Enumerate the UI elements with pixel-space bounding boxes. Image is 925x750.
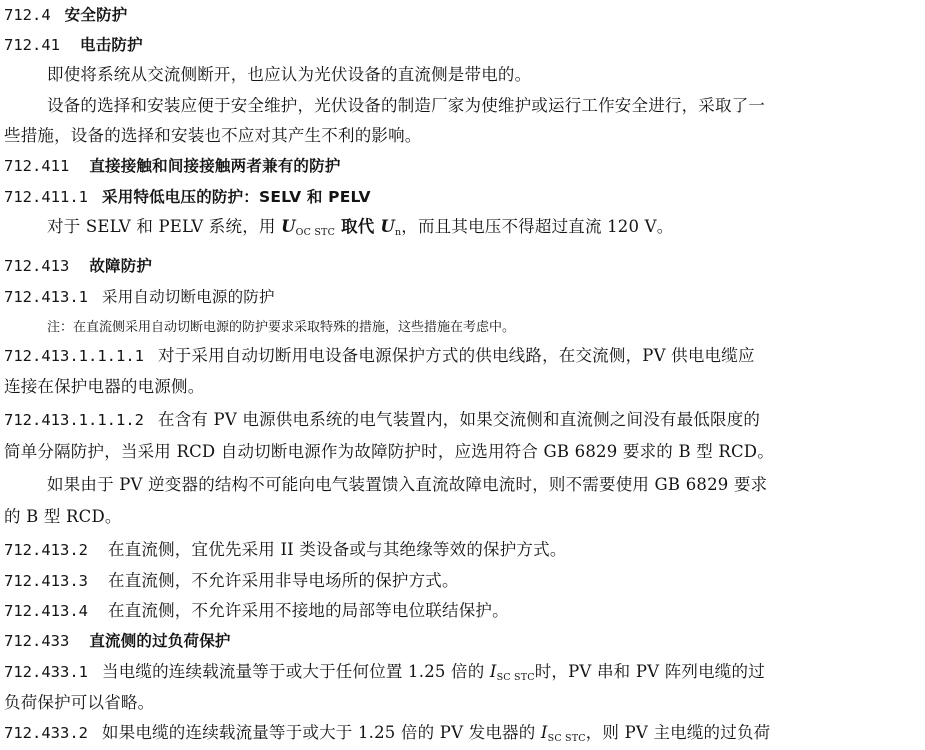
clause-text: 在直流侧，宜优先采用 II 类设备或与其绝缘等效的保护方式。	[108, 540, 567, 559]
paragraph-line: 如果由于 PV 逆变器的结构不可能向电气装置馈入直流故障电流时，则不需要使用 GB 6829 要求	[47, 475, 768, 494]
section-title: 安全防护	[64, 6, 128, 24]
text-fragment: 取代	[335, 217, 381, 236]
section-heading-712-433	[4, 630, 919, 652]
section-heading-712-413	[4, 255, 919, 277]
paragraph-line: 的 B 型 RCD。	[4, 507, 122, 526]
paragraph-line: 连接在保护电器的电源侧。	[4, 377, 205, 396]
section-number: 712.433	[4, 632, 70, 650]
subscript: OC STC	[295, 227, 336, 238]
section-heading-712-411-1	[4, 186, 919, 208]
section-title: 直接接触和间接接触两者兼有的防护	[89, 157, 341, 175]
clause-712-433-1	[4, 661, 919, 689]
section-number: 712.4	[4, 6, 51, 24]
clause-text: 在直流侧，不允许采用不接地的局部等电位联结保护。	[108, 601, 509, 620]
subscript: SC STC	[496, 672, 535, 683]
clause-712-433-2	[4, 722, 919, 750]
section-number: 712.413.1	[4, 288, 88, 306]
paragraph-line: 即使将系统从交流侧断开，也应认为光伏设备的直流侧是带电的。	[47, 65, 532, 84]
section-number: 712.413.3	[4, 572, 88, 590]
section-number: 712.413.1.1.1.1	[4, 347, 144, 365]
note-line: 注：在直流侧采用自动切断电源的防护要求采取特殊的措施，这些措施在考虑中。	[47, 320, 516, 335]
symbol-i: I	[540, 723, 548, 742]
text-fragment: 对于 SELV 和 PELV 系统，用	[47, 217, 282, 236]
clause-712-413-1-1-1-2	[4, 409, 919, 431]
section-title: 采用自动切断电源的防护	[102, 288, 275, 306]
section-number: 712.411	[4, 157, 70, 175]
symbol-u: U	[281, 217, 296, 236]
section-heading-712-411	[4, 155, 919, 177]
clause-712-413-1-1-1-1	[4, 345, 919, 367]
subscript: n	[394, 227, 402, 238]
section-title: 直流侧的过负荷保护	[89, 632, 231, 650]
section-heading-712-413-1	[4, 286, 919, 308]
section-heading-712-4	[4, 4, 919, 26]
section-number: 712.433.2	[4, 724, 88, 742]
section-number: 712.413.4	[4, 602, 88, 620]
text-fragment: 时，PV 串和 PV 阵列电缆的过	[534, 662, 765, 681]
paragraph-line: 些措施，设备的选择和安装也不应对其产生不利的影响。	[4, 126, 422, 145]
section-number: 712.413.1.1.1.2	[4, 411, 144, 429]
clause-text: 在含有 PV 电源供电系统的电气装置内，如果交流侧和直流侧之间没有最低限度的	[157, 410, 761, 429]
subscript: SC STC	[547, 733, 586, 744]
section-number: 712.41	[4, 36, 60, 54]
section-title: 采用特低电压的防护：SELV 和 PELV	[102, 188, 371, 206]
symbol-i: I	[489, 662, 497, 681]
section-heading-712-41	[4, 34, 919, 56]
section-title: 故障防护	[89, 257, 153, 275]
paragraph-line: 设备的选择和安装应便于安全维护，光伏设备的制造厂家为使维护或运行工作安全进行，采取了一	[47, 96, 766, 115]
text-fragment: ，而且其电压不得超过直流 120 V。	[401, 217, 674, 236]
symbol-u: U	[380, 217, 395, 236]
clause-712-413-2	[4, 539, 919, 561]
paragraph-line: 简单分隔防护，当采用 RCD 自动切断电源作为故障防护时，应选用符合 GB 6829 要求的 B 型 RCD。	[4, 442, 774, 461]
text-fragment: ，则 PV 主电缆的过负荷	[585, 723, 771, 742]
section-number: 712.413	[4, 257, 70, 275]
section-title: 电击防护	[80, 36, 143, 54]
paragraph-line-formula	[47, 216, 919, 244]
clause-text: 在直流侧，不允许采用非导电场所的保护方式。	[108, 571, 459, 590]
section-number: 712.413.2	[4, 541, 88, 559]
section-number: 712.433.1	[4, 663, 88, 681]
section-number: 712.411.1	[4, 188, 88, 206]
clause-712-413-3	[4, 570, 919, 592]
text-fragment: 如果电缆的连续载流量等于或大于 1.25 倍的 PV 发电器的	[102, 723, 541, 742]
clause-text: 对于采用自动切断用电设备电源保护方式的供电线路，在交流侧，PV 供电电缆应	[157, 346, 755, 365]
text-fragment: 当电缆的连续载流量等于或大于任何位置 1.25 倍的	[102, 662, 490, 681]
clause-712-413-4	[4, 600, 919, 622]
paragraph-line: 负荷保护可以省略。	[4, 693, 155, 712]
